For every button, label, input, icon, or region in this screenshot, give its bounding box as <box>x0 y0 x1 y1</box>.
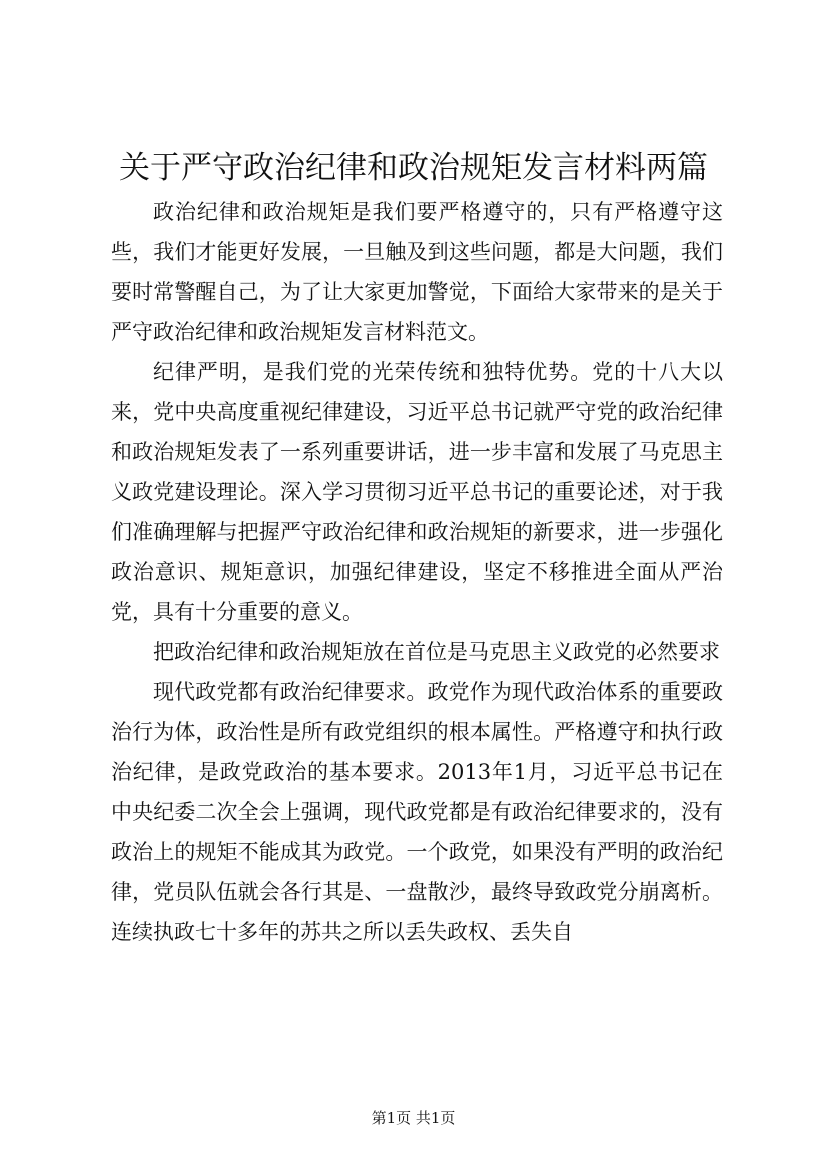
paragraph-heading: 把政治纪律和政治规矩放在首位是马克思主义政党的必然要求 <box>153 640 720 664</box>
paragraph-modern-party: 现代政党都有政治纪律要求。政党作为现代政治体系的重要政治行为体，政治性是所有政党组织的根本属性。严格遵守和执行政治纪律，是政党政治的基本要求。2013年1月，习近平总书记在中央纪委二次全会上强调，现代政党都是有政治纪律要求的，没有政治上的规矩不能成其为政党。一个政党，如果没有严明的政治纪律，党员队伍就会各行其是、一盘散沙，最终导致政党分崩离析。连续执政七十多年的苏共之所以丢失政权、丢失自 <box>111 680 723 944</box>
paragraph-discipline: 纪律严明，是我们党的光荣传统和独特优势。党的十八大以来，党中央高度重视纪律建设，习近平总书记就严守党的政治纪律和政治规矩发表了一系列重要讲话，进一步丰富和发展了马克思主义政党建设理论。深入学习贯彻习近平总书记的重要论述，对于我们准确理解与把握严守政治纪律和政治规矩的新要求，进一步强化政治意识、规矩意识，加强纪律建设，坚定不移推进全面从严治党，具有十分重要的意义。 <box>111 360 723 624</box>
page-footer: 第1页 共1页 <box>371 1109 456 1127</box>
document-body <box>111 192 723 952</box>
document-title: 关于严守政治纪律和政治规矩发言材料两篇 <box>119 150 708 186</box>
paragraph-intro: 政治纪律和政治规矩是我们要严格遵守的，只有严格遵守这些，我们才能更好发展，一旦触及到这些问题，都是大问题，我们要时常警醒自己，为了让大家更加警觉，下面给大家带来的是关于严守政治纪律和政治规矩发言材料范文。 <box>111 200 723 344</box>
